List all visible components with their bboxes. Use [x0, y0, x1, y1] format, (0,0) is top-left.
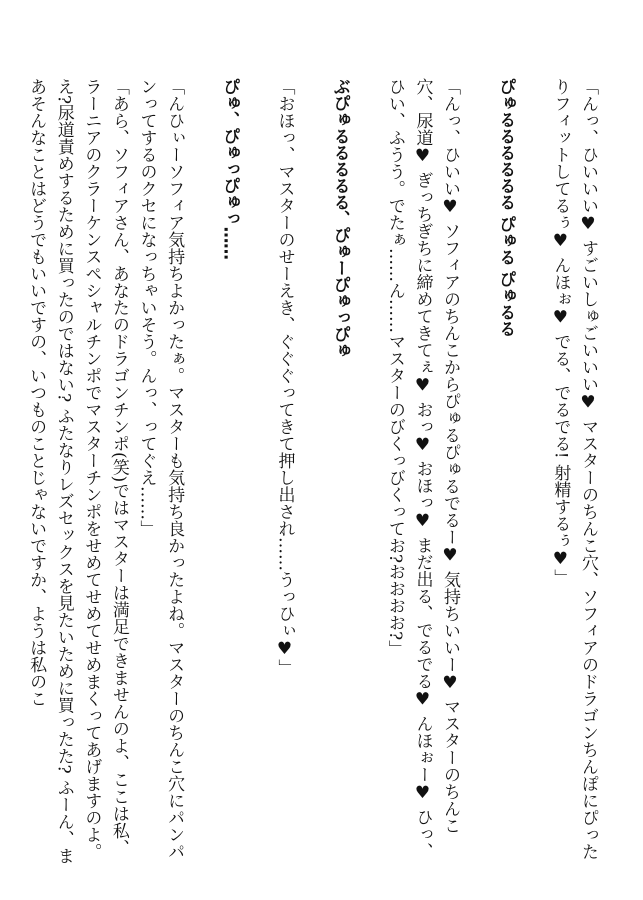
- dialogue-paragraph-1: 「んっ、ひいいい♥ すごいしゅごいいい♥ マスターのちんこ穴、ソフィアのドラゴンちんぽにぴったりフィットしてるぅ♥ んほぉ♥ でる、でるでる! 射精するぅ♥」: [550, 78, 598, 860]
- dialogue-paragraph-2: 「んっ、ひいい♥ ソフィアのちんこからぴゅるぴゅるでるー♥ 気持ちいいー♥ マスターのちんこ穴、尿道♥ ぎっちぎちに締めてきてぇ♥ おっ♥ おほっ♥ まだ出る、でるでる♥ んほぉー♥ ひっ、ひい、ふうう。でたぁ……ん……マスターのびくっびくってお?おおおお?」: [384, 78, 461, 860]
- blank-line: [518, 78, 546, 868]
- sound-effect-3: ぴゅ、ぴゅっぴゅっ……: [219, 78, 240, 260]
- sound-effect-2: ぶぴゅるるるるる、ぴゅーぴゅっぴゅ: [329, 78, 350, 359]
- blank-line: [353, 78, 381, 868]
- blank-line: [242, 78, 270, 868]
- dialogue-paragraph-4: 「んひぃーソフィア気持ちよかったぁ。マスターも気持ち良かったよね。マスターのちんこ穴にパンパンってするのクセになっちゃいそう。んっ、ってぐえ……」: [136, 78, 185, 860]
- blank-line: [187, 78, 215, 868]
- blank-line: [297, 78, 325, 868]
- vertical-text-body: [26, 78, 601, 868]
- blank-line: [463, 78, 491, 868]
- sound-effect-1: ぴゅるるるるるる ぴゅる ぴゅるる: [495, 78, 516, 337]
- dialogue-paragraph-3: 「おほっ、マスターのせーえき、ぐぐぐってきて押し出され……うっひぃ♥」: [274, 78, 295, 676]
- dialogue-paragraph-5: 「あら、ソフィアさん、あなたのドラゴンチンポ(笑)ではマスターは満足できませんのよ、ここは私、ラーニアのクラーケンスペシャルチンポでマスターチンポをせめてせめてせめまくってあげますのよ。え?尿道責めするために買ったのではない? ふたなりレズセックスを見たいために買ったた? ふーん、まあそんなことはどうでもいいですの、いつものことじゃないですか、ようは私のこ: [26, 78, 129, 865]
